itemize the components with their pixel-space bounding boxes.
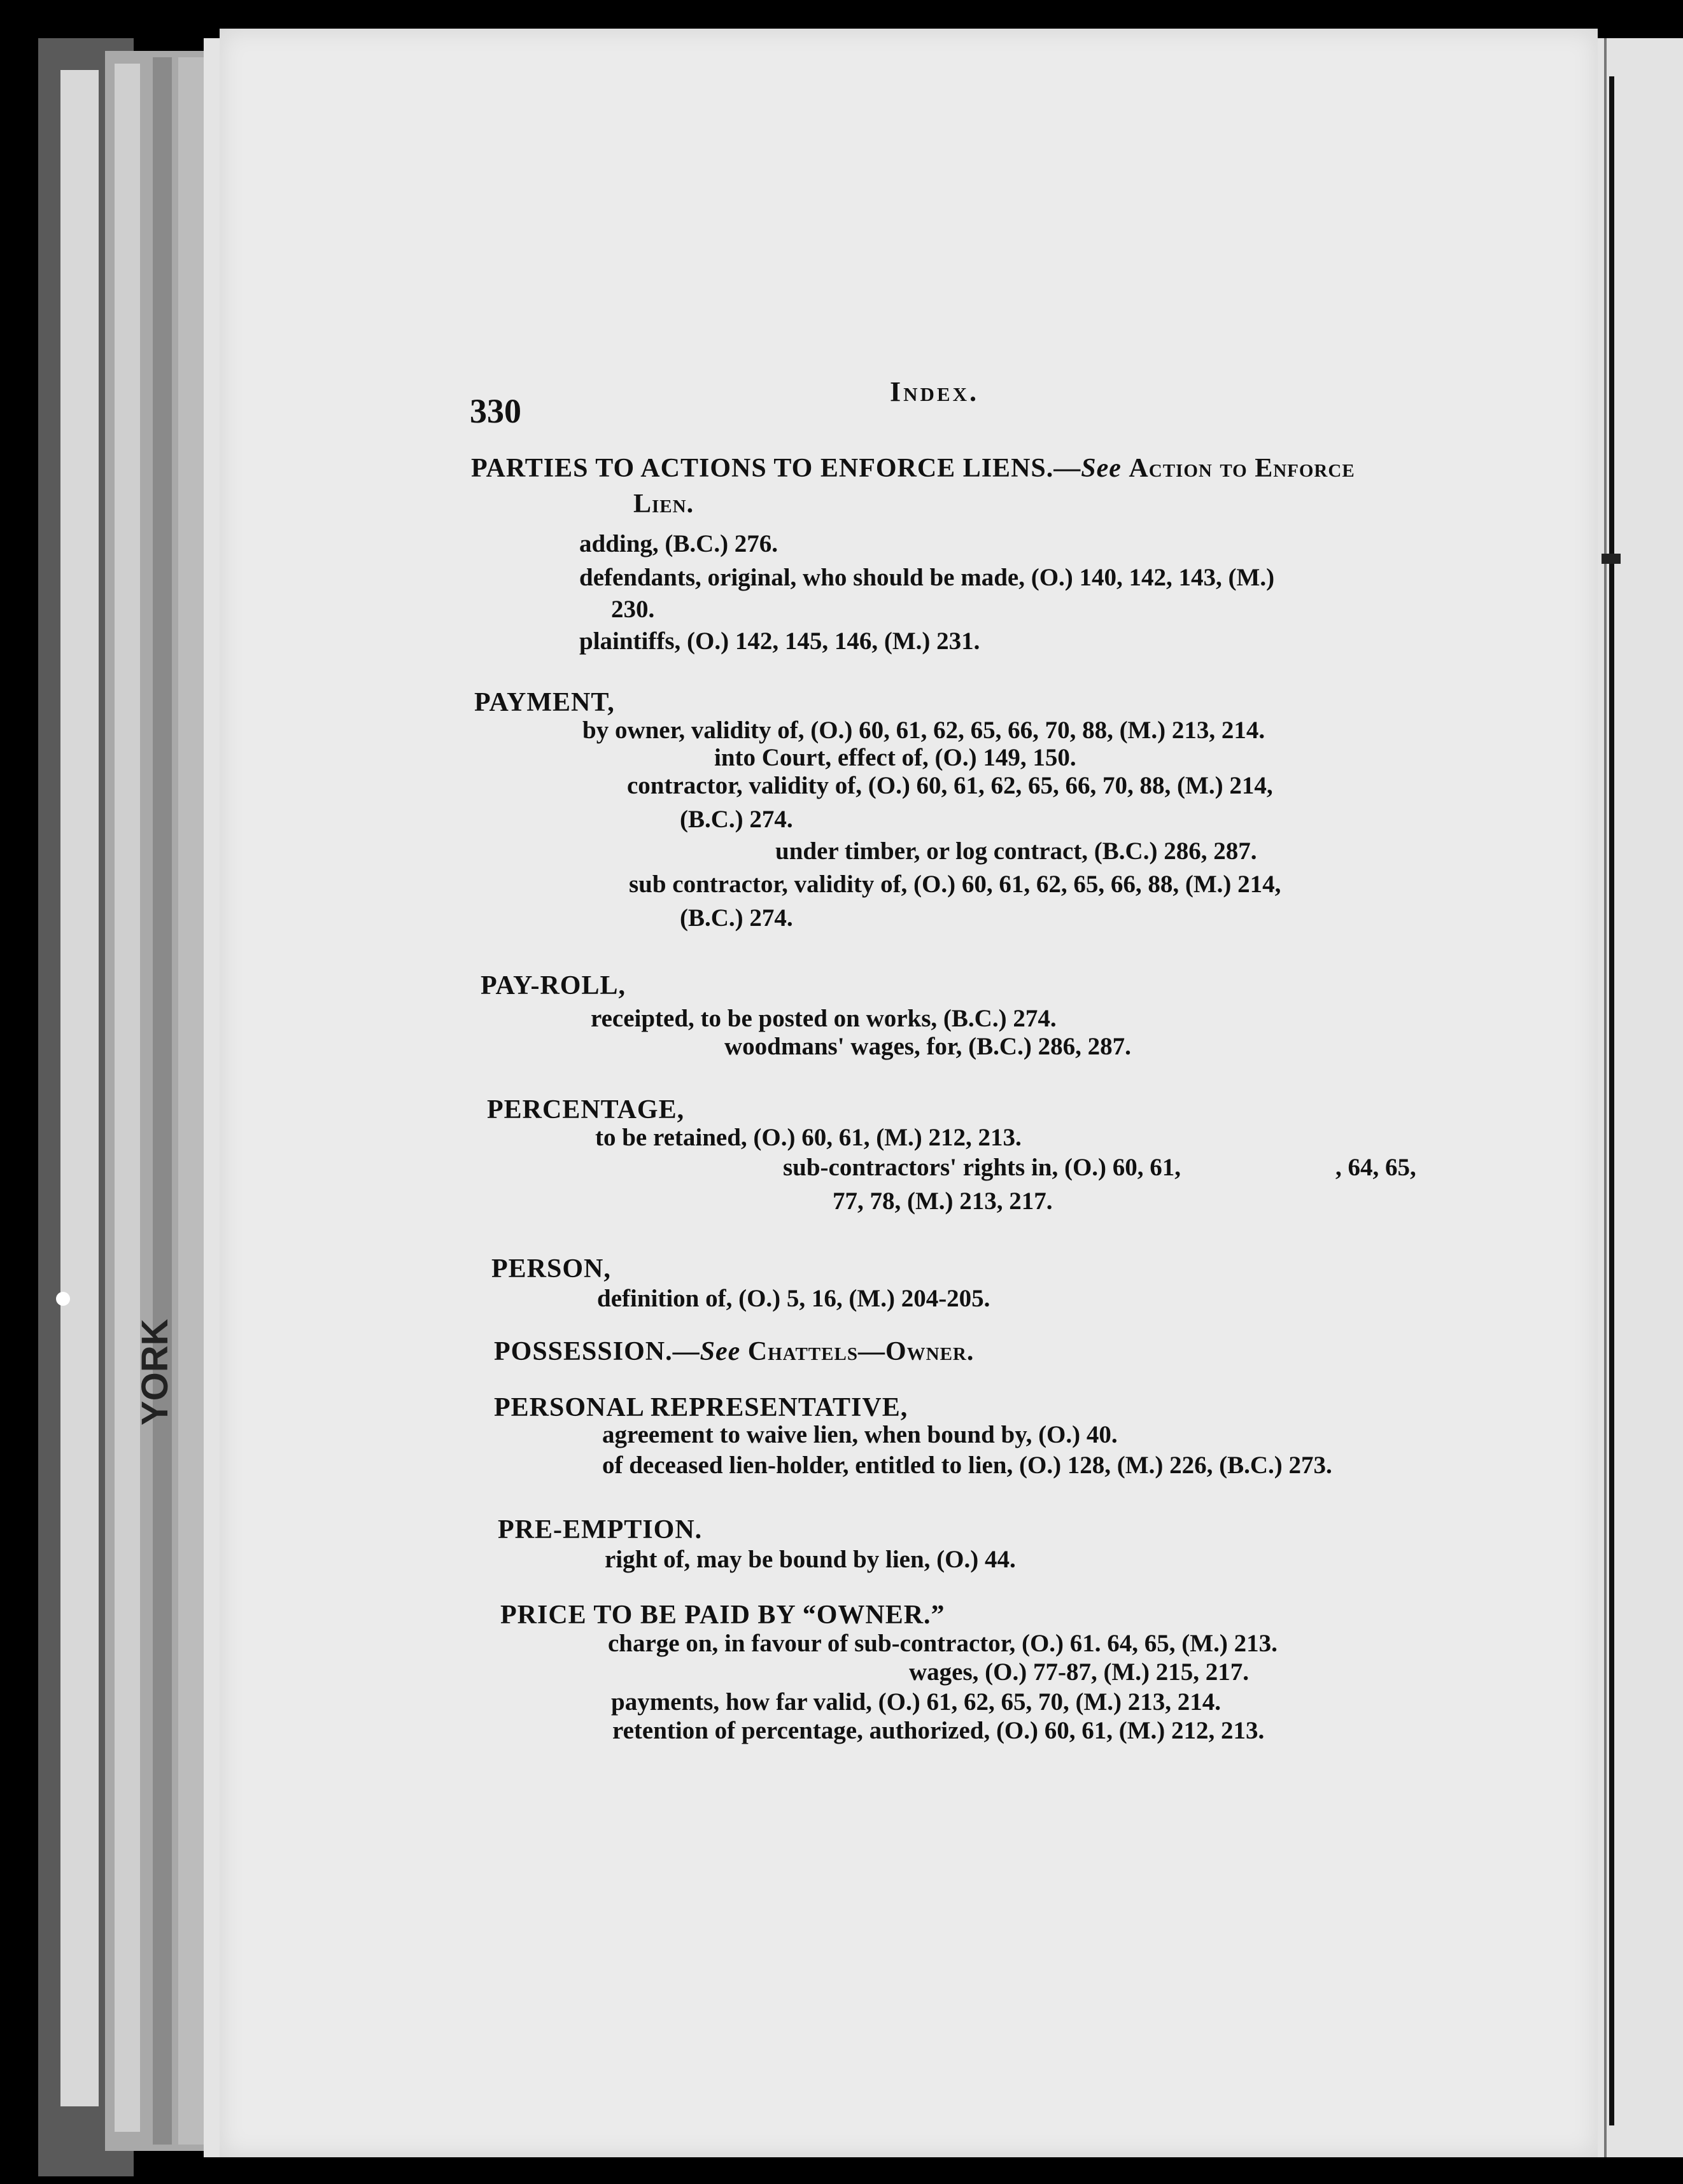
- entry-heading-payment: PAYMENT,: [474, 688, 615, 717]
- subentry-continued: 230.: [611, 596, 655, 623]
- subentry: defendants, original, who should be made, (O.) 140, 142, 143, (M.): [579, 564, 1275, 591]
- heading-text: POSSESSION.—: [494, 1337, 700, 1366]
- entry-heading-percentage: PERCENTAGE,: [487, 1095, 685, 1124]
- entry-heading-personal-representative: PERSONAL REPRESENTATIVE,: [494, 1393, 908, 1422]
- book-edge: [178, 57, 204, 2145]
- subentry: receipted, to be posted on works, (B.C.) 274.: [591, 1005, 1057, 1032]
- see-reference: Chattels—Owner.: [747, 1337, 975, 1366]
- subentry: sub contractor, validity of, (O.) 60, 61, 62, 65, 66, 88, (M.) 214,: [629, 871, 1281, 898]
- binding-mark: [56, 1292, 70, 1306]
- subentry: charge on, in favour of sub-contractor, (O.) 61. 64, 65, (M.) 213.: [608, 1630, 1278, 1657]
- book-edge: [60, 70, 99, 2106]
- subentry: of deceased lien-holder, entitled to lien, (O.) 128, (M.) 226, (B.C.) 273.: [602, 1452, 1332, 1479]
- page-gutter-line: [1604, 38, 1607, 2157]
- subentry: adding, (B.C.) 276.: [579, 530, 778, 557]
- subentry: agreement to waive lien, when bound by, (O.) 40.: [602, 1421, 1118, 1448]
- subentry: by owner, validity of, (O.) 60, 61, 62, 65, 66, 70, 88, (M.) 213, 214.: [582, 717, 1265, 744]
- subentry: definition of, (O.) 5, 16, (M.) 204-205.: [597, 1285, 990, 1312]
- entry-heading-parties: [471, 453, 1355, 484]
- see-reference: Action to Enforce: [1129, 454, 1355, 483]
- subentry-continued: 77, 78, (M.) 213, 217.: [833, 1187, 1053, 1215]
- entry-heading-possession: [494, 1336, 974, 1367]
- entry-heading-payroll: PAY-ROLL,: [481, 971, 626, 1000]
- subentry: sub-contractors' rights in, (O.) 60, 61,: [783, 1154, 1181, 1181]
- subentry: retention of percentage, authorized, (O.) 60, 61, (M.) 212, 213.: [612, 1717, 1265, 1744]
- subentry-continued: (B.C.) 274.: [680, 904, 793, 932]
- see-word: See: [700, 1337, 741, 1366]
- subentry: payments, how far valid, (O.) 61, 62, 65, 70, (M.) 213, 214.: [611, 1688, 1221, 1716]
- subentry-fragment: , 64, 65,: [1335, 1154, 1416, 1181]
- subentry: wages, (O.) 77-87, (M.) 215, 217.: [909, 1658, 1249, 1686]
- see-reference-continued: Lien.: [633, 489, 694, 519]
- subentry: plaintiffs, (O.) 142, 145, 146, (M.) 231.: [579, 627, 980, 655]
- subentry: woodmans' wages, for, (B.C.) 286, 287.: [724, 1033, 1131, 1060]
- spine-lettering: YORK: [134, 1319, 176, 1425]
- subentry: contractor, validity of, (O.) 60, 61, 62, 65, 66, 70, 88, (M.) 214,: [627, 772, 1273, 799]
- entry-heading-person: PERSON,: [491, 1254, 611, 1284]
- gutter-mark: [1602, 554, 1621, 564]
- subentry: into Court, effect of, (O.) 149, 150.: [714, 744, 1076, 771]
- subentry-continued: (B.C.) 274.: [680, 806, 793, 833]
- index-page: [220, 29, 1598, 2157]
- see-word: See: [1081, 454, 1122, 483]
- subentry: right of, may be bound by lien, (O.) 44.: [605, 1546, 1016, 1573]
- running-head: Index.: [890, 376, 979, 407]
- subentry: under timber, or log contract, (B.C.) 286, 287.: [775, 837, 1257, 865]
- entry-heading-price: PRICE TO BE PAID BY “OWNER.”: [500, 1600, 945, 1630]
- page-number: 330: [470, 392, 521, 430]
- page-gutter-line: [1609, 76, 1614, 2125]
- entry-heading-pre-emption: PRE-EMPTION.: [498, 1515, 703, 1544]
- heading-text: PARTIES TO ACTIONS TO ENFORCE LIENS.—: [471, 454, 1081, 483]
- subentry: to be retained, (O.) 60, 61, (M.) 212, 213.: [595, 1124, 1022, 1151]
